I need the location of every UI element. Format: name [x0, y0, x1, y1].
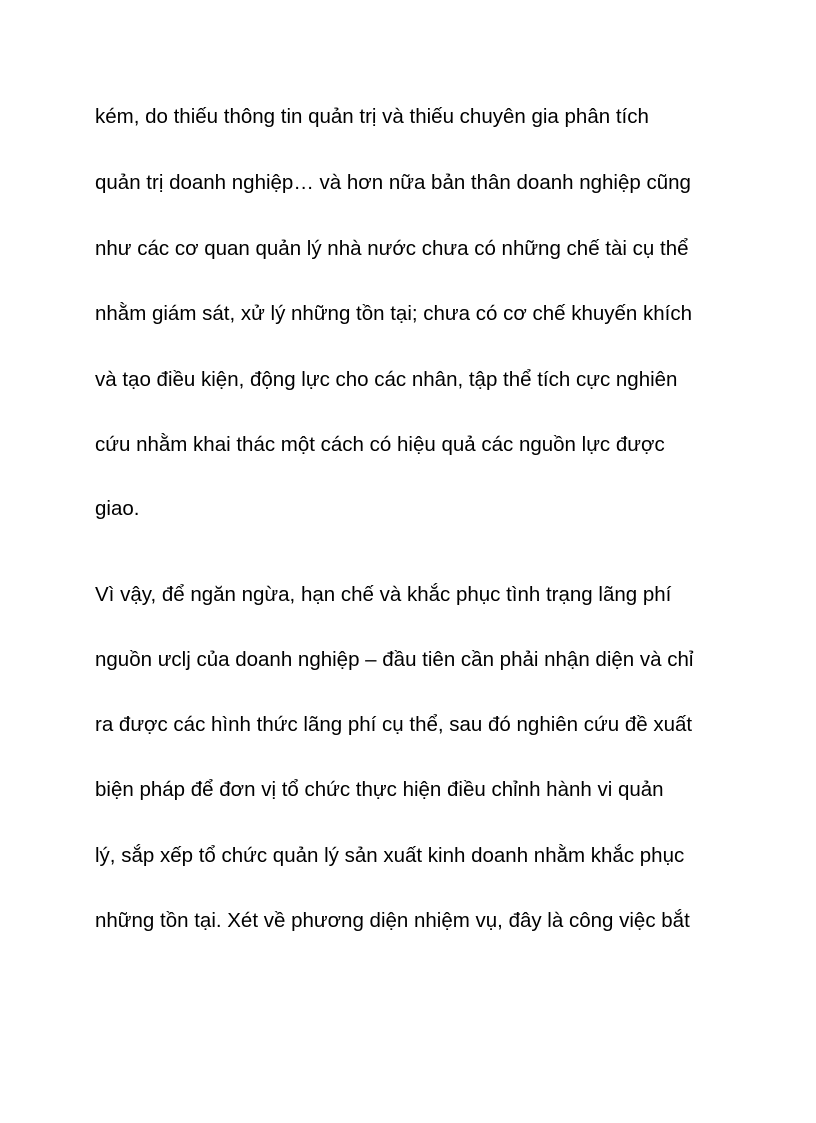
paragraph-line: và tạo điều kiện, động lực cho các nhân, tập thể tích cực nghiên — [95, 368, 678, 391]
paragraph-line: như các cơ quan quản lý nhà nước chưa có những chế tài cụ thể — [95, 237, 689, 260]
paragraph-line: kém, do thiếu thông tin quản trị và thiếu chuyên gia phân tích — [95, 105, 649, 128]
paragraph-line: nguồn ưclj của doanh nghiệp – đầu tiên cần phải nhận diện và chỉ — [95, 648, 694, 671]
paragraph-line: lý, sắp xếp tổ chức quản lý sản xuất kinh doanh nhằm khắc phục — [95, 844, 685, 867]
paragraph-line: cứu nhằm khai thác một cách có hiệu quả các nguồn lực được — [95, 433, 665, 456]
paragraph-line: quản trị doanh nghiệp… và hơn nữa bản thân doanh nghiệp cũng — [95, 171, 691, 194]
paragraph-line: nhằm giám sát, xử lý những tồn tại; chưa có cơ chế khuyến khích — [95, 302, 693, 325]
paragraph-line: những tồn tại. Xét về phương diện nhiệm vụ, đây là công việc bắt — [95, 909, 690, 932]
paragraph-line: giao. — [95, 497, 140, 520]
paragraph-line: Vì vậy, để ngăn ngừa, hạn chế và khắc phục tình trạng lãng phí — [95, 583, 672, 606]
paragraph-line: biện pháp để đơn vị tổ chức thực hiện điều chỉnh hành vi quản — [95, 778, 664, 801]
paragraph-line: ra được các hình thức lãng phí cụ thể, sau đó nghiên cứu đề xuất — [95, 713, 693, 736]
